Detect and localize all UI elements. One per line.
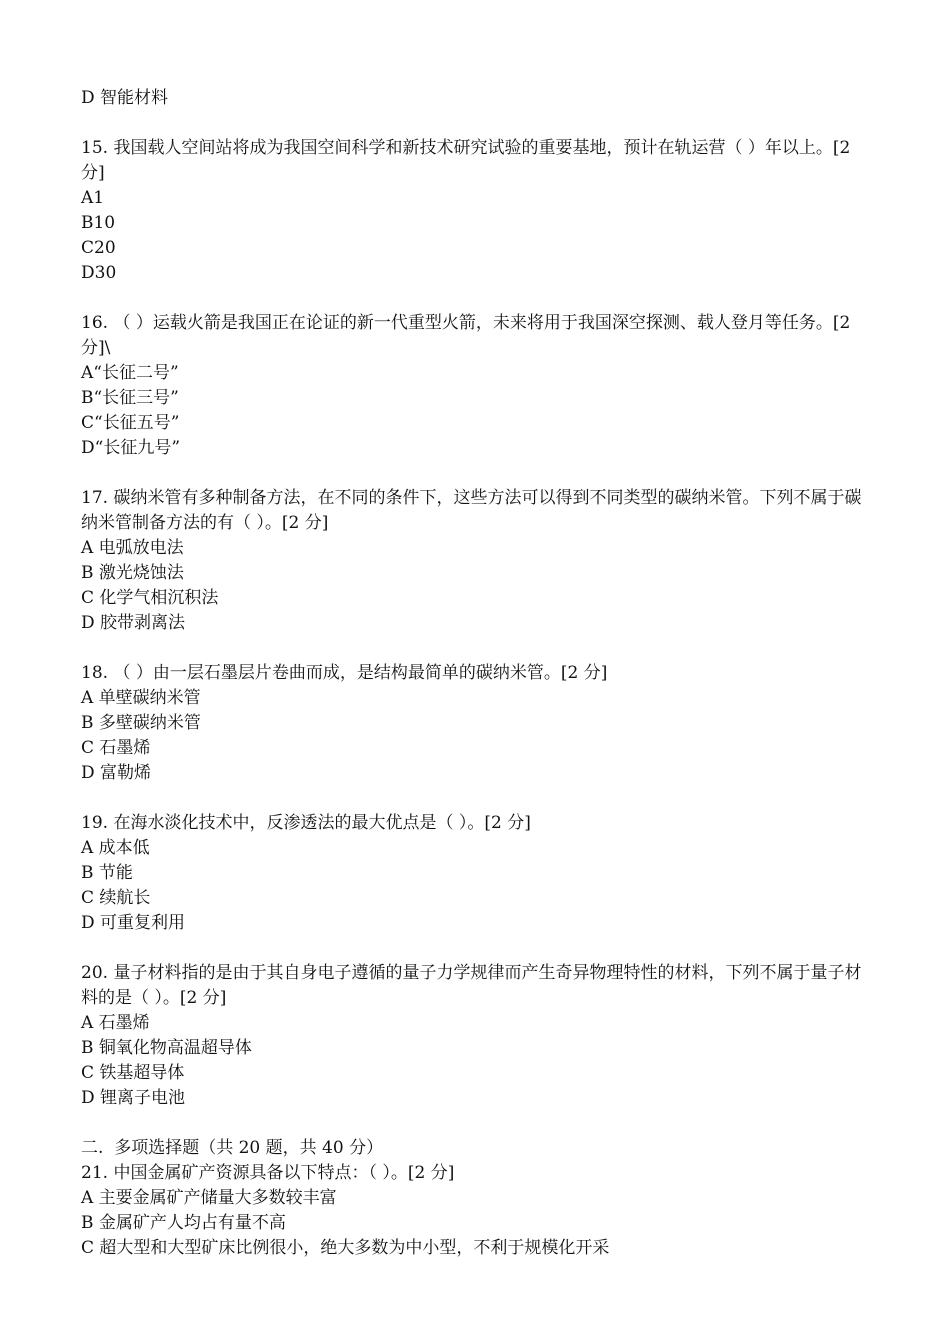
- document-page: [81, 86, 871, 1261]
- question-16-option-a: A“长征二号”: [81, 363, 179, 383]
- question-18-option-b: B 多壁碳纳米管: [81, 713, 201, 733]
- question-20-option-b: B 铜氧化物高温超导体: [81, 1038, 252, 1058]
- question-15: [81, 136, 871, 286]
- question-16: [81, 311, 871, 461]
- question-17-option-c: C 化学气相沉积法: [81, 588, 219, 608]
- question-20: [81, 961, 871, 1111]
- question-16-option-c: C“长征五号”: [81, 413, 180, 433]
- question-17-option-d: D 胶带剥离法: [81, 613, 186, 633]
- question-18-option-d: D 富勒烯: [81, 763, 152, 783]
- question-15-option-c: C20: [81, 238, 116, 258]
- question-17: [81, 486, 871, 636]
- question-15-stem: 15. 我国载人空间站将成为我国空间科学和新技术研究试验的重要基地，预计在轨运营（ ）年以上。[2 分]: [81, 138, 851, 183]
- question-21-option-a: A 主要金属矿产储量大多数较丰富: [81, 1188, 337, 1208]
- spacer: [81, 636, 871, 661]
- question-21-option-b: B 金属矿产人均占有量不高: [81, 1213, 286, 1233]
- question-21: [81, 1161, 871, 1261]
- question-19-option-c: C 续航长: [81, 888, 151, 908]
- question-15-option-d: D30: [81, 263, 117, 283]
- question-19-option-d: D 可重复利用: [81, 913, 186, 933]
- question-21-option-c: C 超大型和大型矿床比例很小，绝大多数为中小型，不利于规模化开采: [81, 1238, 610, 1258]
- question-20-stem: 20. 量子材料指的是由于其自身电子遵循的量子力学规律而产生奇异物理特性的材料，下列不属于量子材料的是（ ）。[2 分]: [81, 963, 862, 1008]
- question-16-option-d: D“长征九号”: [81, 438, 181, 458]
- question-19-option-b: B 节能: [81, 863, 133, 883]
- question-21-stem: 21. 中国金属矿产资源具备以下特点：（ ）。[2 分]: [81, 1163, 455, 1183]
- question-15-option-a: A1: [81, 188, 105, 208]
- question-18: [81, 661, 871, 786]
- question-20-option-c: C 铁基超导体: [81, 1063, 185, 1083]
- question-18-stem: 18. （ ）由一层石墨层片卷曲而成，是结构最简单的碳纳米管。[2 分]: [81, 663, 608, 683]
- spacer: [81, 461, 871, 486]
- prev-option-d: D 智能材料: [81, 88, 169, 108]
- section-heading: 二. 多项选择题（共 20 题，共 40 分）: [81, 1138, 384, 1158]
- spacer: [81, 111, 871, 136]
- spacer: [81, 286, 871, 311]
- question-19-stem: 19. 在海水淡化技术中，反渗透法的最大优点是（ ）。[2 分]: [81, 813, 531, 833]
- question-15-option-b: B10: [81, 213, 116, 233]
- question-18-option-a: A 单壁碳纳米管: [81, 688, 201, 708]
- question-17-option-a: A 电弧放电法: [81, 538, 184, 558]
- spacer: [81, 936, 871, 961]
- question-17-stem: 17. 碳纳米管有多种制备方法，在不同的条件下，这些方法可以得到不同类型的碳纳米管。下列不属于碳纳米管制备方法的有（ ）。[2 分]: [81, 488, 862, 533]
- question-20-option-a: A 石墨烯: [81, 1013, 150, 1033]
- question-17-option-b: B 激光烧蚀法: [81, 563, 184, 583]
- question-19-option-a: A 成本低: [81, 838, 150, 858]
- spacer: [81, 786, 871, 811]
- question-20-option-d: D 锂离子电池: [81, 1088, 186, 1108]
- question-16-stem: 16. （ ）运载火箭是我国正在论证的新一代重型火箭，未来将用于我国深空探测、载人登月等任务。[2 分]\: [81, 313, 851, 358]
- question-19: [81, 811, 871, 936]
- spacer: [81, 1111, 871, 1136]
- question-18-option-c: C 石墨烯: [81, 738, 151, 758]
- question-16-option-b: B“长征三号”: [81, 388, 179, 408]
